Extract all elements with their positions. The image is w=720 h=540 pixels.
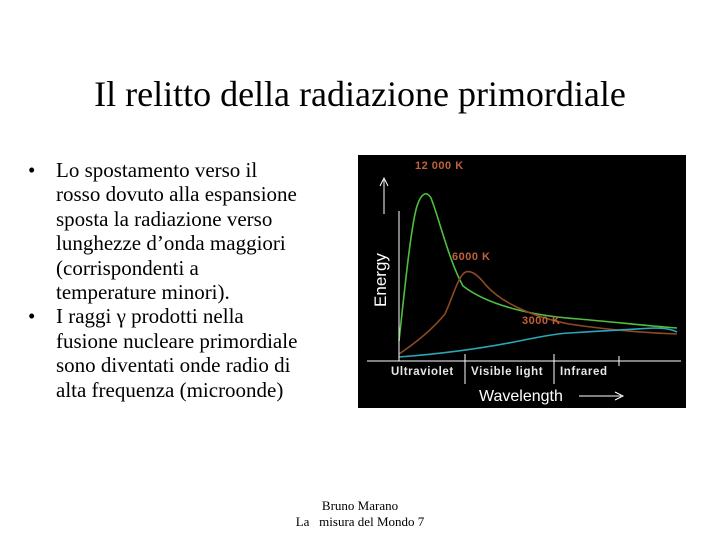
region-label-ultraviolet: Ultraviolet bbox=[391, 366, 454, 378]
bullet-line: temperature minori). bbox=[56, 280, 230, 305]
bullet-line: fusione nucleare primordiale bbox=[56, 328, 298, 353]
bullet-dot: • bbox=[28, 158, 36, 182]
region-label-visible: Visible light bbox=[471, 366, 544, 378]
blackbody-figure bbox=[358, 155, 686, 408]
curve-label-6000k: 6000 K bbox=[452, 251, 491, 263]
y-axis-label: Energy bbox=[371, 253, 390, 307]
region-label-infrared: Infrared bbox=[560, 366, 608, 378]
curve-label-12000k: 12 000 K bbox=[415, 160, 464, 172]
bullet-line: I raggi γ prodotti nella bbox=[56, 304, 244, 329]
slide-footer bbox=[280, 498, 440, 530]
footer-page-info: La misura del Mondo 7 bbox=[295, 514, 425, 529]
bullet-line: alta frequenza (microonde) bbox=[56, 377, 284, 402]
footer-author: Bruno Marano bbox=[321, 498, 399, 513]
bullet-line: sono diventati onde radio di bbox=[56, 353, 291, 378]
bullet-line: lunghezze d’onda maggiori bbox=[56, 231, 286, 256]
slide-title: Il relitto della radiazione primordiale bbox=[94, 74, 626, 114]
bullet-list bbox=[28, 158, 358, 402]
bullet-line: rosso dovuto alla espansione bbox=[56, 182, 297, 207]
bullet-line: Lo spostamento verso il bbox=[56, 158, 258, 182]
x-axis-label: Wavelength bbox=[479, 388, 563, 405]
curve-label-3000k: 3000 K bbox=[522, 315, 561, 327]
bullet-line: sposta la radiazione verso bbox=[56, 206, 273, 231]
blackbody-figure-svg bbox=[359, 156, 685, 407]
bullet-item bbox=[28, 158, 358, 304]
bullet-item bbox=[28, 304, 358, 402]
bullet-line: (corrispondenti a bbox=[56, 255, 199, 280]
bullet-dot: • bbox=[28, 304, 36, 329]
